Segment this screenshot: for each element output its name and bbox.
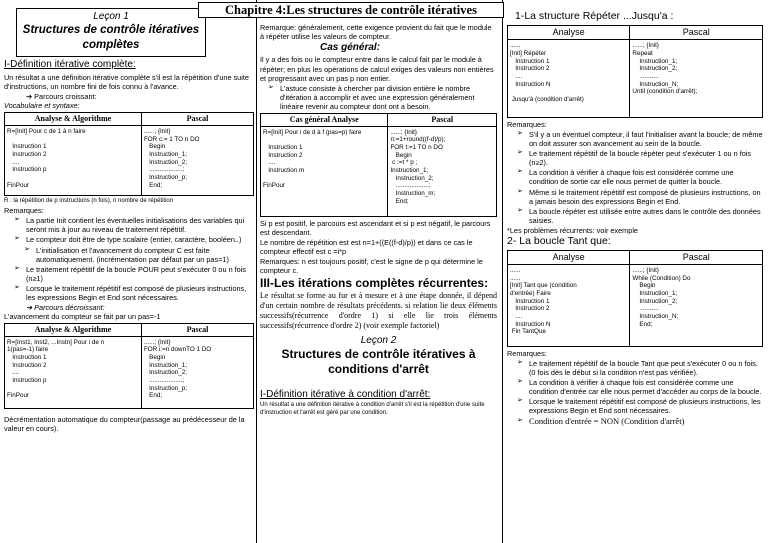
cas-general-text: Il y a des fois ou le compteur entre dans le calcul fait par le module à répéter; en plus les opérations de calcul exiges des valeurs non entières et progressant avec un pas p non entier. xyxy=(260,55,494,83)
lecon2-title: Structures de contrôle itératives à conditions d'arrêt xyxy=(281,346,476,376)
remarques-label: Remarques: xyxy=(507,120,547,130)
parcours-croissant: ➔ Parcours croissant: xyxy=(26,91,97,101)
cell-pascal: ......; {Init} n:=1+round((f-d)/p); FOR t:=1 TO n DO Begin c :=t * p ; Instruction_1; Instruction_2; ...................; Instruction_m; End; xyxy=(388,126,497,216)
decrementation-text: Décrémentation automatique du compteur(passage au prédécesseur de la valeur en cours). xyxy=(4,414,245,433)
problemes-recurrents: *Les problèmes récurrents: voir exemple xyxy=(507,225,638,235)
cell-algo: ...... [Init] Répéter Instruction 1 Instruction 2 .... Instruction N Jusqu'à (condition d'arrêt) xyxy=(508,40,630,118)
table-tantque xyxy=(507,250,763,347)
column-1 xyxy=(4,0,254,543)
th-pascal: Pascal xyxy=(630,26,763,40)
list-item: ➢ L'astuce consiste à chercher par division entière le nombre d'itération à accomplir et avec une expression généralement linéaire revenir au compteur dont ont a besoin. xyxy=(268,84,497,111)
parcours-decroissant: ➔ Parcours décroissant: xyxy=(26,302,105,312)
cell-pascal: ......; {Init} While (Condition) Do Begin Instruction_1; Instruction_2; ........... Instruction_N; End; xyxy=(630,264,763,346)
cell-algo: R=[Inst1, Inst2, ...Instn] Pour i de n 1(pas=-1) faire Instruction 1 Instruction 2 .... Instruction p FinPour xyxy=(5,336,142,408)
remarques-label: Remarques: xyxy=(507,348,547,358)
remarques-repeter-list xyxy=(507,130,763,224)
nb-repetition-text: Le nombre de répétition est est n=1+((E((f-d)/p)) et dans ce cas le compteur effectif est c =i*p xyxy=(260,237,473,256)
list-item: ➢ S'il y a un éventuel compteur, il faut l'initialiser avant la boucle; de même on doit assurer son avancement au sein de la boucle. xyxy=(517,130,763,148)
heading-repeter: 1-La structure Répéter ...Jusqu'a : xyxy=(515,10,674,22)
lecon1-label: Leçon 1 xyxy=(93,11,129,22)
lecon1-title: Structures de contrôle itératives complètes xyxy=(22,24,200,52)
definition-arret-text: Un résultat a une définition itérative à condition d'arrêt s'il est la répétition d'une suite d'instruction et l'arrêt est géré par une condition. xyxy=(260,402,485,416)
heading-tantque: 2- La boucle Tant que: xyxy=(507,234,611,247)
lecon2-box xyxy=(260,335,497,377)
th-analyse: Analyse xyxy=(508,250,630,264)
table-repeter xyxy=(507,25,763,118)
cell-pascal: ......; {Init} FOR i:=n downTO 1 DO Begin Instruction_1; Instruction_2; ...................; Instruction_p; End; xyxy=(141,336,253,408)
heading-definition: I-Définition itérative complète: xyxy=(4,59,136,71)
list-item: ➢ Le traitement répétitif de la boucle Tant que peut s'exécuter 0 ou n fois. (0 fois dès le début si la condition n'est pas vérifiée). xyxy=(517,359,763,377)
list-item: ➢ Même si le traitement répétitif est composé de plusieurs instructions, on a jamais besoin des expressions Begin et End. xyxy=(517,188,763,206)
recurrentes-text: Le résultat se forme au fur et à mesure et à une étape donnée, il dépend d'un certain nombre de résultats précédents. si relation lie deux éléments successifs(récurrence d'ordre 1) si elle lie trois éléments successifs(récurrence d'ordre 2) (voir exemple factoriel) xyxy=(260,290,497,330)
th-pascal: Pascal xyxy=(141,112,253,125)
table-pour-croissant xyxy=(4,112,254,196)
th-analyse: Analyse & Algorithme xyxy=(5,112,142,125)
list-item: ➢ La partie Init contient les éventuelles initialisations des variables qui seront mis à jour au niveau de traitement répétitif. xyxy=(14,216,254,234)
table-pour-decroissant xyxy=(4,323,254,409)
remarque-general: Remarque: généralement, cette exigence provient du fait que le module à répéter utilise les valeurs de compteur. xyxy=(260,23,492,42)
remarques-label: Remarques: xyxy=(4,206,44,216)
list-item: ➢ Condition d'entrée = NON (Condition d'arrêt) xyxy=(517,416,763,427)
list-item: ➢ Le traitement répétitif de la boucle POUR peut s'exécuter 0 ou n fois (n≥1) xyxy=(14,265,254,283)
cell-algo: R=[Init] Pour i de d à f (pas=p) faire Instruction 1 Instruction 2 .... Instruction m FinPour xyxy=(261,126,388,216)
table-cas-general xyxy=(260,113,497,217)
th-pascal: Pascal xyxy=(388,113,497,126)
definition-text: Un résultat a une définition itérative complète s'il est la répétition d'une suite d'instructions, un nombre fini de fois connu à l'avance. xyxy=(4,72,249,91)
heading-definition-arret: I-Définition itérative à condition d'arrêt: xyxy=(260,388,431,400)
th-analyse: Analyse & Algorithme xyxy=(5,323,142,336)
cell-pascal: ......; {Init} Repeat Instruction_1; Instruction_2; ........... Instruction_N; Until (condition d'arrêt); xyxy=(630,40,763,118)
chapter-title: Chapitre 4:Les structures de contrôle itératives xyxy=(198,2,504,18)
vocab-heading: Vocabulaire et syntaxe: xyxy=(4,100,80,110)
parcours-sign-text: Si p est positif, le parcours est ascendant et si p est négatif, le parcours est descendant. xyxy=(260,218,491,237)
column-3 xyxy=(502,0,766,543)
heading-recurrentes: III-Les itérations complètes récurrentes: xyxy=(260,275,489,290)
note-r: R : la répétition de p instructions (n fois), n nombre de répétition xyxy=(4,197,174,204)
th-analyse: Analyse xyxy=(508,26,630,40)
list-item: ➢ Lorsque le traitement répétitif est composé de plusieurs instructions, les expressions Begin et End sont nécessaires. xyxy=(14,284,254,302)
remarques-list xyxy=(4,216,254,301)
th-pascal: Pascal xyxy=(630,250,763,264)
cas-general-heading: Cas général: xyxy=(320,42,381,54)
th-pascal: Pascal xyxy=(141,323,253,336)
remarque-n: Remarques: n est toujours positif, c'est le signe de p qui détermine le compteur c. xyxy=(260,256,483,275)
lecon1-box xyxy=(16,8,206,57)
list-item: ➢ Le traitement répétitif de la boucle répéter peut s'exécuter 1 ou n fois (n≥2). xyxy=(517,149,763,167)
list-item: ➢ Lorsque le traitement répétitif est composé de plusieurs instructions, les expressions Begin et End sont nécessaires. xyxy=(517,397,763,415)
lecon2-label: Leçon 2 xyxy=(360,334,397,346)
th-analyse: Cas général Analyse xyxy=(261,113,388,126)
decroissant-text: L'avancement du compteur se fait par un pas=-1 xyxy=(4,311,161,321)
list-item: ➢ Le compteur doit être de type scalaire (entier, caractère, booléen..) xyxy=(14,235,254,244)
cell-pascal: ......; {Init} FOR c:= 1 TO n DO Begin Instruction_1; Instruction_2; ...................; Instruction_p; End; xyxy=(141,125,253,195)
list-item: ➢ La condition à vérifier à chaque fois est considérée comme une condition d'entrée car elle nous permet d'accéder au corps de la boucle. xyxy=(517,378,763,396)
cell-algo: ...... ...... [Init] Tant que (condition d'entrée) Faire Instruction 1 Instruction 2 .... Instruction N Fin TantQue xyxy=(508,264,630,346)
cas-arrow-list xyxy=(260,84,497,111)
cell-algo: R=[Init] Pour c de 1 à n faire Instruction 1 Instruction 2 .... Instruction p FinPour xyxy=(5,125,142,195)
list-item: ➢ L'initialisation et l'avancement du compteur C est faite automatiquement. (incrémentation par défaut par un pas=1) xyxy=(24,246,254,264)
list-item: ➢ La condition à vérifier à chaque fois est considérée comme une condition de sortie car elle nous permet de quitter la boucle. xyxy=(517,168,763,186)
column-2 xyxy=(256,0,500,543)
list-item: ➢ La boucle répéter est utilisée entre autres dans le contrôle des données saisies. xyxy=(517,207,763,225)
remarques-tantque-list xyxy=(507,359,763,427)
